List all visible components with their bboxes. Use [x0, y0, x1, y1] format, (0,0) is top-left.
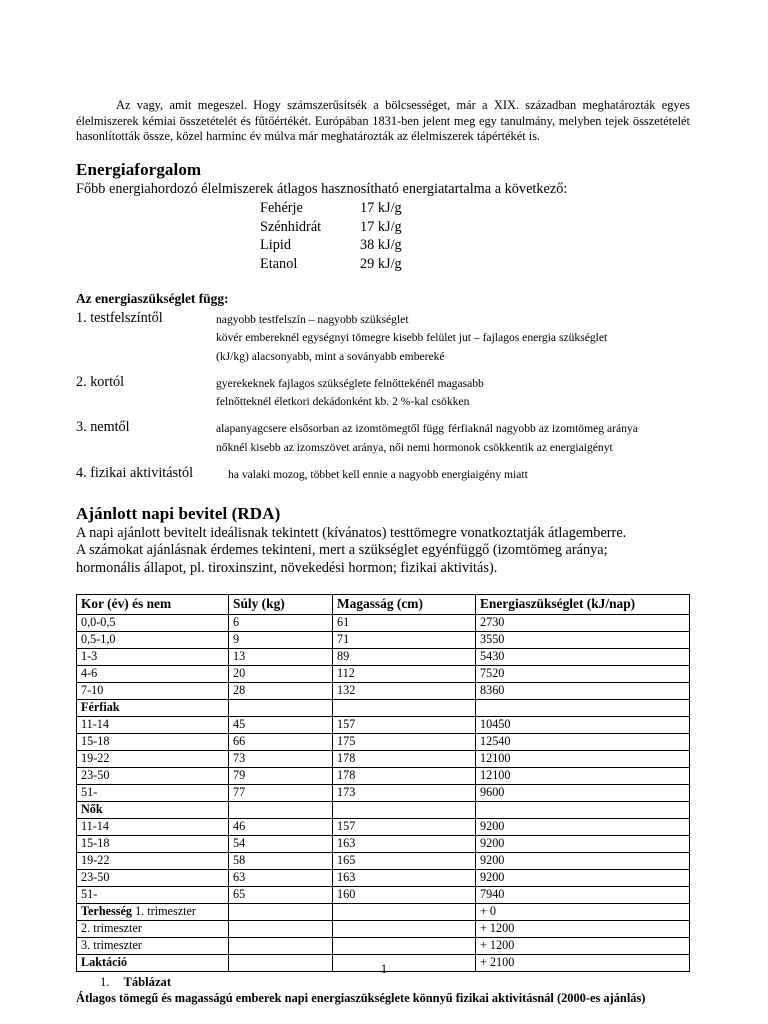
rda-table: [76, 594, 690, 972]
nutrient-row: [76, 218, 690, 237]
factor-description: [216, 419, 666, 455]
nutrient-name: Fehérje: [260, 200, 303, 217]
cell-weight: 77: [229, 785, 333, 802]
table-row: [77, 717, 690, 734]
factor-line: nőknél kisebb az izomszövet aránya, női nemi hormonok csökkentik az energiaigényt: [216, 440, 613, 454]
cell-height: 163: [333, 836, 476, 853]
factor-line: felnőtteknél életkori dekádonként kb. 2 %-kal csökken: [216, 395, 470, 409]
factor-line: ha valaki mozog, többet kell ennie a nagyobb energiaigény miatt: [228, 467, 528, 481]
cell-height: 157: [333, 819, 476, 836]
factor-item-nem: [76, 419, 690, 455]
cell-weight: 20: [229, 666, 333, 683]
table-row-pregnancy-3: [77, 938, 690, 955]
cell-age: 23-50: [77, 768, 229, 785]
table-row: [77, 836, 690, 853]
nutrient-row: [76, 236, 690, 255]
cell-height: 178: [333, 768, 476, 785]
factor-description: [216, 310, 666, 365]
table-row: [77, 819, 690, 836]
cell-weight: [229, 938, 333, 955]
rda-paragraph-line-3: hormonális állapot, pl. tiroxinszint, növekedési hormon; fizikai aktivitás).: [76, 559, 498, 576]
section-heading-energiaforgalom: Energiaforgalom: [76, 159, 202, 179]
cell-age: 15-18: [77, 836, 229, 853]
nutrient-energy-list: [76, 199, 690, 273]
caption-number-value: 1.: [100, 975, 110, 990]
factor-line: gyerekeknek fajlagos szükséglete felnőttekénél magasabb: [216, 376, 484, 390]
subsection-heading-energiaszukseglet: Az energiaszükséglet függ:: [76, 291, 229, 307]
cell-energy: 12540: [476, 734, 690, 751]
pregnancy-label-bold: Terhesség: [81, 904, 133, 919]
cell-age: 3. trimeszter: [77, 938, 229, 955]
cell-energy: 9200: [476, 836, 690, 853]
factor-label: 4. fizikai aktivitástól: [76, 464, 194, 481]
cell-weight: 73: [229, 751, 333, 768]
cell-energy: [476, 802, 690, 819]
cell-energy: 12100: [476, 768, 690, 785]
cell-group-label: Férfiak: [77, 700, 229, 717]
cell-weight: 79: [229, 768, 333, 785]
cell-weight: 63: [229, 870, 333, 887]
nutrient-value: 38 kJ/g: [360, 237, 402, 254]
cell-age: 51-: [77, 785, 229, 802]
table-row: [77, 632, 690, 649]
cell-height: [333, 938, 476, 955]
factor-item-kor: [76, 374, 690, 410]
column-header-energy: Energiaszükséglet (kJ/nap): [476, 595, 690, 615]
nutrient-value: 29 kJ/g: [360, 255, 402, 272]
cell-height: 157: [333, 717, 476, 734]
nutrient-row: [76, 199, 690, 218]
table-row: [77, 751, 690, 768]
cell-height: 132: [333, 683, 476, 700]
cell-weight: 28: [229, 683, 333, 700]
table-row: [77, 870, 690, 887]
cell-age: 7-10: [77, 683, 229, 700]
cell-weight: 58: [229, 853, 333, 870]
factor-description: [228, 465, 666, 483]
cell-age: 1-3: [77, 649, 229, 666]
cell-weight: 9: [229, 632, 333, 649]
cell-weight: [229, 802, 333, 819]
rda-section: [76, 503, 690, 578]
cell-age: 0,5-1,0: [77, 632, 229, 649]
table-row: [77, 615, 690, 632]
cell-group-label: Nők: [77, 802, 229, 819]
cell-weight: 65: [229, 887, 333, 904]
cell-energy: + 1200: [476, 921, 690, 938]
cell-height: 178: [333, 751, 476, 768]
table-row: [77, 785, 690, 802]
cell-energy: 7940: [476, 887, 690, 904]
column-header-weight: Súly (kg): [229, 595, 333, 615]
cell-age: 19-22: [77, 751, 229, 768]
rda-paragraph-line-1: A napi ajánlott bevitelt ideálisnak tekintett (kívánatos) testtömegre vonatkoztatják átlagemberre.: [76, 524, 627, 541]
column-header-age: Kor (év) és nem: [77, 595, 229, 615]
cell-height: [333, 700, 476, 717]
cell-energy: 7520: [476, 666, 690, 683]
factor-description: [216, 374, 666, 410]
cell-weight: [229, 921, 333, 938]
cell-energy: 5430: [476, 649, 690, 666]
intro-paragraph: Az vagy, amit megeszel. Hogy számszerűsítsék a bölcsességet, már a XIX. században meghatározták egyes élelmiszerek kémiai összetételét és fűtőértékét. Európában 1831-ben jelent meg egy tanulmány, melyben tejek összetételét hasonlították össze, közel harminc év múlva már meghatározták az élelmiszerek tápértékét is.: [76, 98, 690, 144]
factor-label: 3. nemtől: [76, 419, 130, 436]
table-row-pregnancy-2: [77, 921, 690, 938]
cell-height: [333, 802, 476, 819]
cell-age: 19-22: [77, 853, 229, 870]
cell-energy: 3550: [476, 632, 690, 649]
cell-age: 11-14: [77, 717, 229, 734]
cell-height: 112: [333, 666, 476, 683]
cell-age: 4-6: [77, 666, 229, 683]
cell-energy: 10450: [476, 717, 690, 734]
factor-line: nagyobb testfelszín – nagyobb szükséglet: [216, 313, 409, 327]
cell-group-label: Laktáció: [77, 955, 229, 972]
table-caption-text: Átlagos tömegű és magasságú emberek napi energiaszükséglete könnyű fizikai aktivitásnál (2000-es ajánlás): [76, 991, 646, 1006]
cell-height: 175: [333, 734, 476, 751]
cell-energy: 9200: [476, 819, 690, 836]
cell-height: 163: [333, 870, 476, 887]
energy-lead-text: Főbb energiahordozó élelmiszerek átlagos hasznosítható energiatartalma a következő:: [76, 180, 568, 197]
factor-line: férfiaknál nagyobb az izomtömeg aránya: [447, 422, 638, 436]
cell-height: 89: [333, 649, 476, 666]
cell-height: 61: [333, 615, 476, 632]
factor-line: kövér embereknél egységnyi tömegre kisebb felület jut – fajlagos energia szükséglet: [216, 331, 608, 345]
factor-item-fizikai-aktivitas: [76, 465, 690, 483]
cell-weight: 45: [229, 717, 333, 734]
cell-energy: + 0: [476, 904, 690, 921]
cell-height: 173: [333, 785, 476, 802]
page-content: [76, 98, 690, 1006]
table-row: [77, 666, 690, 683]
factor-label: 1. testfelszíntől: [76, 310, 163, 327]
table-group-row-nok: [77, 802, 690, 819]
nutrient-value: 17 kJ/g: [360, 218, 402, 235]
column-header-height: Magasság (cm): [333, 595, 476, 615]
cell-height: 160: [333, 887, 476, 904]
cell-height: 71: [333, 632, 476, 649]
caption-label: Táblázat: [123, 975, 172, 990]
cell-age: 15-18: [77, 734, 229, 751]
page-number: 1: [380, 962, 388, 976]
cell-height: [333, 921, 476, 938]
nutrient-name: Etanol: [260, 255, 298, 272]
table-row: [77, 768, 690, 785]
cell-weight: 54: [229, 836, 333, 853]
cell-age: 51-: [77, 887, 229, 904]
table-row: [77, 887, 690, 904]
factor-line: alapanyagcsere elsősorban az izomtömegtől függ: [216, 422, 444, 436]
cell-energy: 9200: [476, 853, 690, 870]
cell-weight: 6: [229, 615, 333, 632]
cell-height: 165: [333, 853, 476, 870]
cell-weight: 13: [229, 649, 333, 666]
nutrient-name: Lipid: [260, 237, 291, 254]
cell-pregnancy-label: [77, 904, 229, 921]
section-heading-rda: Ajánlott napi bevitel (RDA): [76, 503, 281, 523]
factor-label: 2. kortól: [76, 373, 125, 390]
table-row: [77, 683, 690, 700]
cell-weight: [229, 700, 333, 717]
factor-line: (kJ/kg) alacsonyabb, mint a soványabb embereké: [216, 349, 445, 363]
cell-weight: [229, 904, 333, 921]
cell-energy: 9600: [476, 785, 690, 802]
nutrient-name: Szénhidrát: [260, 218, 322, 235]
cell-age: 0,0-0,5: [77, 615, 229, 632]
cell-weight: 66: [229, 734, 333, 751]
table-row-pregnancy-1: [77, 904, 690, 921]
nutrient-value: 17 kJ/g: [360, 200, 402, 217]
cell-energy: 8360: [476, 683, 690, 700]
cell-energy: [476, 700, 690, 717]
table-header-row: [77, 595, 690, 615]
cell-age: 23-50: [77, 870, 229, 887]
nutrient-row: [76, 255, 690, 274]
pregnancy-label-rest: 1. trimeszter: [132, 904, 196, 919]
table-group-row-ferfiak: [77, 700, 690, 717]
cell-energy: + 1200: [476, 938, 690, 955]
cell-weight: 46: [229, 819, 333, 836]
cell-height: [333, 904, 476, 921]
table-row: [77, 853, 690, 870]
cell-age: 11-14: [77, 819, 229, 836]
table-row: [77, 734, 690, 751]
table-row: [77, 649, 690, 666]
cell-energy: 2730: [476, 615, 690, 632]
factor-item-testfelszin: [76, 310, 690, 365]
cell-energy: 9200: [476, 870, 690, 887]
cell-energy: 12100: [476, 751, 690, 768]
cell-age: 2. trimeszter: [77, 921, 229, 938]
rda-paragraph-line-2: A számokat ajánlásnak érdemes tekinteni, mert a szükséglet egyénfüggő (izomtömeg aránya;: [76, 542, 608, 559]
cell-energy: + 2100: [476, 955, 690, 972]
